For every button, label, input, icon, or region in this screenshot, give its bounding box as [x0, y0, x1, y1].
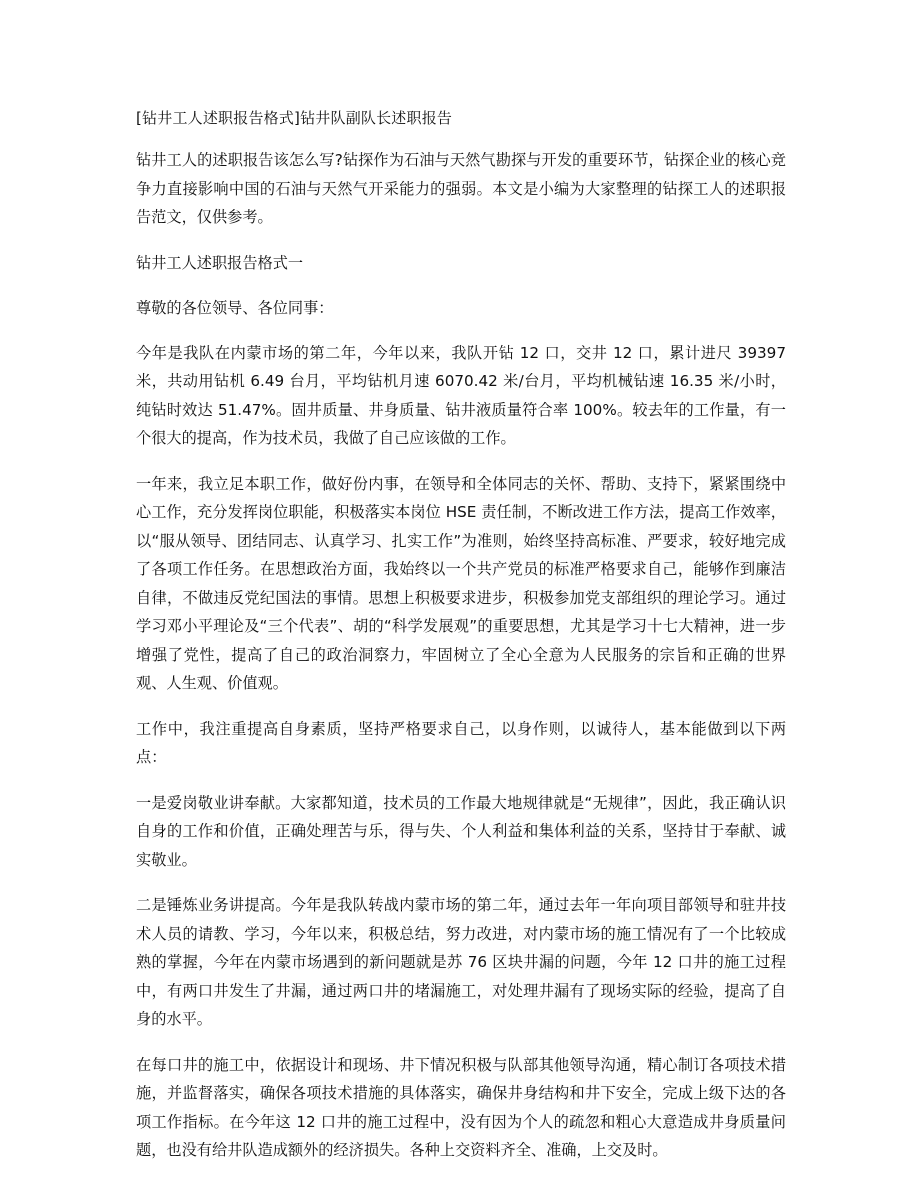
body-paragraph-4: 一是爱岗敬业讲奉献。大家都知道，技术员的工作最大地规律就是“无规律”，因此，我正确认识自身的工作和价值，正确处理苦与乐，得与失、个人利益和集体利益的关系，坚持甘于奉献、诚实敬业。 [136, 793, 786, 869]
section-heading: 钻井工人述职报告格式一 [136, 253, 304, 272]
intro-paragraph: 钻井工人的述职报告该怎么写?钻探作为石油与天然气勘探与开发的重要环节，钻探企业的核心竞争力直接影响中国的石油与天然气开采能力的强弱。本文是小编为大家整理的钻探工人的述职报告范文，仅供参考。 [136, 151, 786, 226]
body-paragraph-1: 今年是我队在内蒙市场的第二年，今年以来，我队开钻 12 口，交井 12 口，累计进尺 39397 米，共动用钻机 6.49 台月，平均钻机月速 6070.42 米/台月，平均机械钻速 16.35 米/小时，纯钻时效达 51.47%。固井质量、井身质量、钻井液质量符合率 100%。较去年的工作量，有一个很大的提高，作为技术员，我做了自己应该做的工作。 [136, 343, 786, 447]
body-paragraph-6: 在每口井的施工中，依据设计和现场、井下情况积极与队部其他领导沟通，精心制订各项技术措施，并监督落实，确保各项技术措施的具体落实，确保井身结构和井下安全，完成上级下达的各项工作指标。在今年这 12 口井的施工过程中，没有因为个人的疏忽和粗心大意造成井身质量问题，也没有给井队造成额外的经济损失。各种上交资料齐全、准确，上交及时。 [136, 1055, 786, 1159]
document-body [136, 104, 786, 1182]
body-paragraph-3: 工作中，我注重提高自身素质，坚持严格要求自己，以身作则，以诚待人，基本能做到以下两点： [136, 719, 786, 766]
salutation: 尊敬的各位领导、各位同事： [136, 298, 334, 317]
document-title: [钻井工人述职报告格式]钻井队副队长述职报告 [136, 109, 453, 127]
body-paragraph-5: 二是锤炼业务讲提高。今年是我队转战内蒙市场的第二年，通过去年一年向项目部领导和驻井技术人员的请教、学习，今年以来，积极总结，努力改进，对内蒙市场的施工情况有了一个比较成熟的掌握，今年在内蒙市场遇到的新问题就是苏 76 区块井漏的问题，今年 12 口井的施工过程中，有两口井发生了井漏，通过两口井的堵漏施工，对处理井漏有了现场实际的经验，提高了自身的水平。 [136, 896, 786, 1028]
body-paragraph-2: 一年来，我立足本职工作，做好份内事，在领导和全体同志的关怀、帮助、支持下，紧紧围绕中心工作，充分发挥岗位职能，积极落实本岗位 HSE 责任制，不断改进工作方法，提高工作效率，以“服从领导、团结同志、认真学习、扎实工作”为准则，始终坚持高标准、严要求，较好地完成了各项工作任务。在思想政治方面，我始终以一个共产党员的标准严格要求自己，能够作到廉洁自律，不做违反党纪国法的事情。思想上积极要求进步，积极参加党支部组织的理论学习。通过学习邓小平理论及“三个代表”、胡的“科学发展观”的重要思想，尤其是学习十七大精神，进一步增强了党性，提高了自己的政治洞察力，牢固树立了全心全意为人民服务的宗旨和正确的世界观、人生观、价值观。 [136, 474, 786, 692]
